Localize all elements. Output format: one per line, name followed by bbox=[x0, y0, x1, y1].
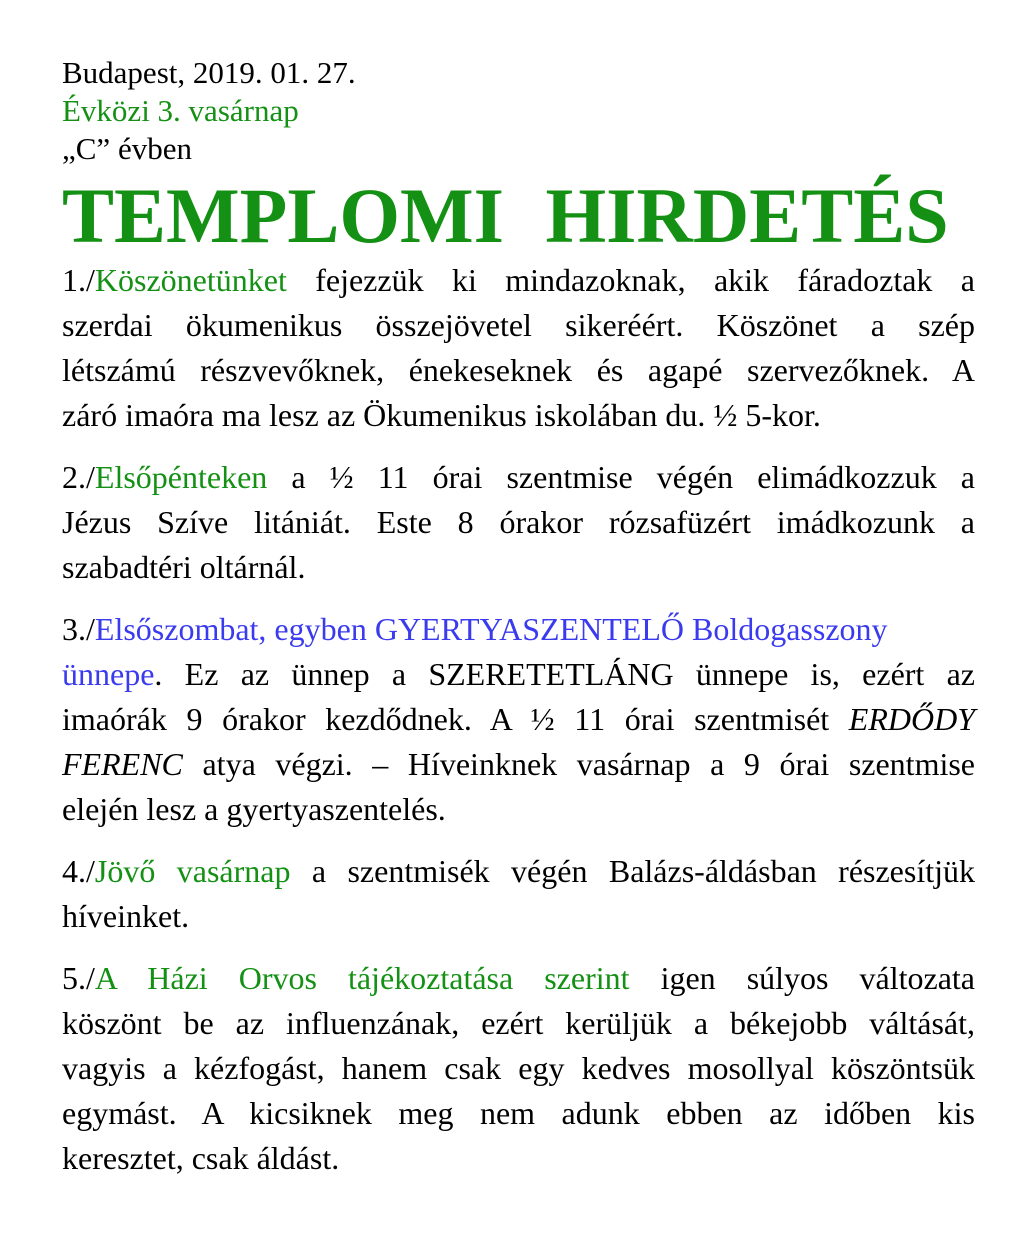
text-line bbox=[62, 607, 975, 652]
text-line bbox=[62, 303, 975, 348]
body-text: vagyis a kézfogást, hanem csak egy kedves mosollyal köszöntsük bbox=[62, 1050, 975, 1086]
body-text: a ½ 11 órai szentmise végén elimádkozzuk a bbox=[267, 459, 975, 495]
year-cycle-line: „C” évben bbox=[62, 131, 192, 166]
highlighted-text: A Házi Orvos tájékoztatása szerint bbox=[94, 960, 630, 996]
body-text: 3./ bbox=[62, 611, 95, 647]
body-text: egymást. A kicsiknek meg nem adunk ebben az időben kis bbox=[62, 1095, 975, 1131]
highlighted-text: Elsőpénteken bbox=[94, 459, 268, 495]
text-line bbox=[62, 455, 975, 500]
text-line bbox=[62, 1136, 975, 1181]
body-text: 1./ bbox=[62, 262, 95, 298]
body-text: FERENC bbox=[62, 746, 183, 782]
date-line: Budapest, 2019. 01. 27. bbox=[62, 55, 356, 90]
text-line bbox=[62, 1046, 975, 1091]
liturgical-day-line: Évközi 3. vasárnap bbox=[62, 93, 299, 128]
announcement-paragraph bbox=[62, 956, 975, 1181]
body-text: igen súlyos változata bbox=[629, 960, 976, 996]
body-text: 2./ bbox=[62, 459, 95, 495]
announcement-paragraph bbox=[62, 455, 975, 590]
body-text: szabadtéri oltárnál. bbox=[62, 549, 306, 585]
announcement-paragraphs bbox=[62, 258, 975, 1181]
body-text: Jézus Szíve litániát. Este 8 órakor rózsafüzért imádkozunk a bbox=[62, 504, 975, 540]
body-text: szerdai ökumenikus összejövetel sikeréért. Köszönet a szép bbox=[62, 307, 975, 343]
text-line bbox=[62, 258, 975, 303]
body-text: keresztet, csak áldást. bbox=[62, 1140, 340, 1176]
text-line bbox=[62, 787, 975, 832]
text-line bbox=[62, 894, 975, 939]
text-line bbox=[62, 697, 975, 742]
text-line bbox=[62, 742, 975, 787]
body-text: imaórák 9 órakor kezdődnek. A ½ 11 órai szentmisét bbox=[62, 701, 849, 737]
body-text: elején lesz a gyertyaszentelés. bbox=[62, 791, 446, 827]
text-line bbox=[62, 1001, 975, 1046]
text-line bbox=[62, 545, 975, 590]
body-text: . Ez az ünnep a SZERETETLÁNG ünnepe is, ezért az bbox=[154, 656, 975, 692]
body-text: 4./ bbox=[62, 853, 95, 889]
body-text: 5./ bbox=[62, 960, 95, 996]
body-text: záró imaóra ma lesz az Ökumenikus iskolában du. ½ 5-kor. bbox=[62, 397, 821, 433]
highlighted-text: ünnepe bbox=[62, 656, 155, 692]
text-line bbox=[62, 348, 975, 393]
body-text: köszönt be az influenzának, ezért kerüljük a békejobb váltását, bbox=[62, 1005, 975, 1041]
announcement-paragraph bbox=[62, 258, 975, 438]
announcement-paragraph bbox=[62, 607, 975, 832]
body-text: a szentmisék végén Balázs-áldásban részesítjük bbox=[290, 853, 976, 889]
text-line bbox=[62, 1091, 975, 1136]
text-line bbox=[62, 393, 975, 438]
text-line bbox=[62, 652, 975, 697]
body-text: híveinket. bbox=[62, 898, 190, 934]
body-text: atya végzi. – Híveinknek vasárnap a 9 órai szentmise bbox=[182, 746, 975, 782]
highlighted-text: Elsőszombat, egyben GYERTYASZENTELŐ Boldogasszony bbox=[94, 611, 888, 647]
text-line bbox=[62, 500, 975, 545]
text-line bbox=[62, 956, 975, 1001]
highlighted-text: Köszönetünket bbox=[94, 262, 287, 298]
announcement-paragraph bbox=[62, 849, 975, 939]
body-text: fejezzük ki mindazoknak, akik fáradoztak a bbox=[286, 262, 975, 298]
body-text: ERDŐDY bbox=[848, 701, 975, 737]
page-title: TEMPLOMI HIRDETÉS bbox=[62, 172, 949, 259]
text-line bbox=[62, 849, 975, 894]
highlighted-text: Jövő vasárnap bbox=[94, 853, 291, 889]
body-text: létszámú részvevőknek, énekeseknek és agapé szervezőknek. A bbox=[62, 352, 975, 388]
